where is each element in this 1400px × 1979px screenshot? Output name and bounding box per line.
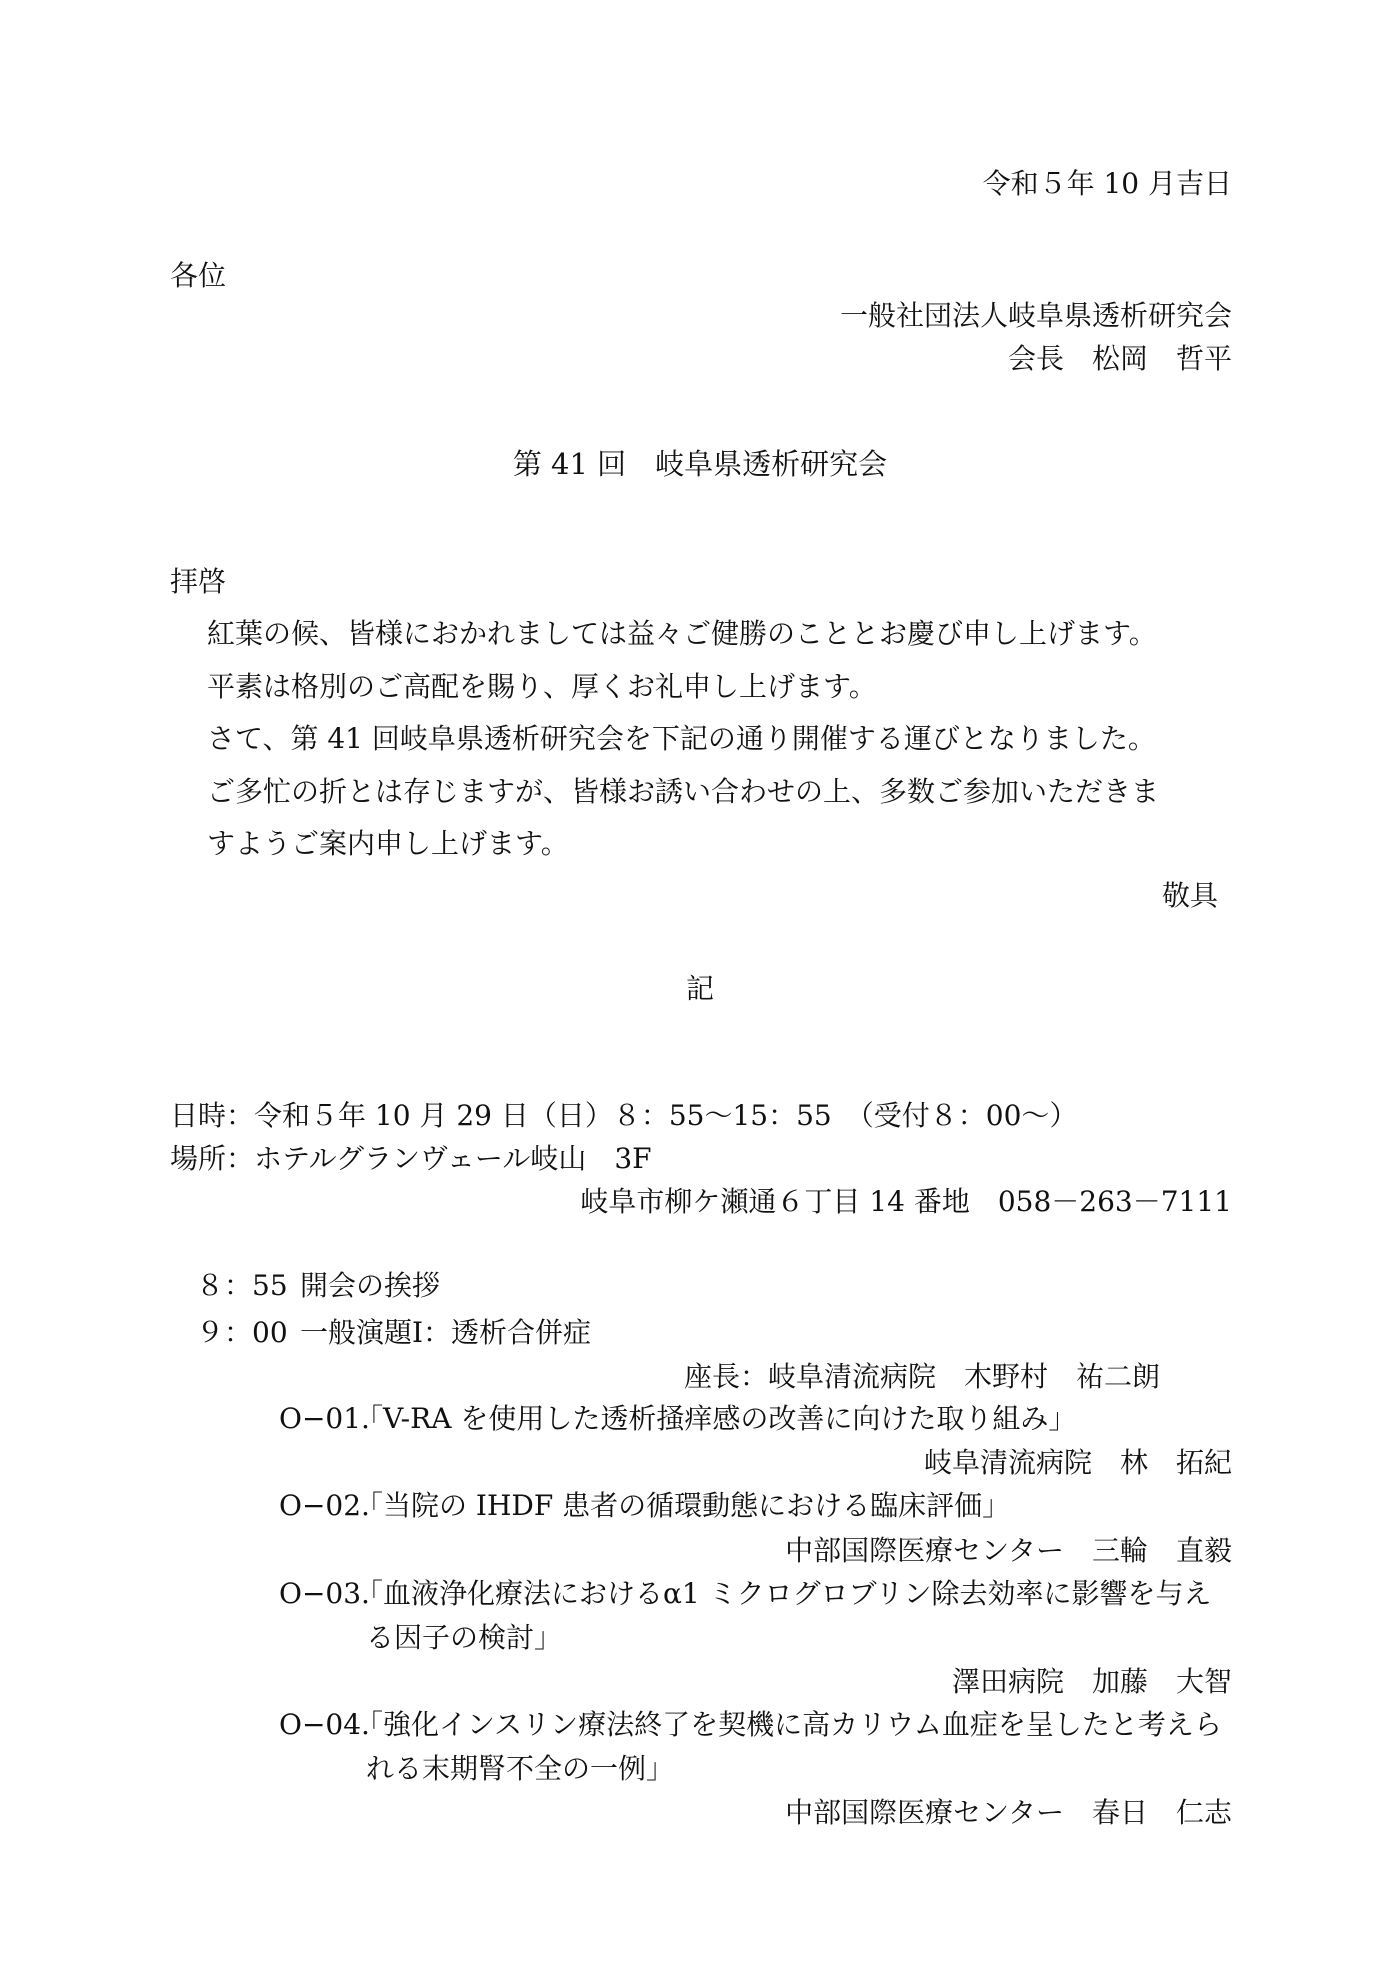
presenter: 中部国際医療センター 春日 仁志 (785, 1796, 1232, 1829)
presentation-code: O−04. (279, 1708, 370, 1741)
presentation-code: O−01. (279, 1402, 370, 1435)
presenter: 中部国際医療センター 三輪 直毅 (785, 1534, 1232, 1567)
program-item: 開会の挨拶 (300, 1269, 441, 1302)
letter-opening: 拝啓 (170, 565, 227, 598)
presenter: 澤田病院 加藤 大智 (951, 1665, 1232, 1698)
presentation-code: O−03. (279, 1577, 370, 1610)
sender-organization: 一般社団法人岐阜県透析研究会 (839, 299, 1232, 332)
presentation-title: 「強化インスリン療法終了を契機に高カリウム血症を呈したと考えら (355, 1708, 1222, 1741)
presentation-title-continued: る因子の検討」 (366, 1621, 563, 1654)
presentation-title: 「血液浄化療法におけるα1 ミクログロブリン除去効率に影響を与え (355, 1577, 1212, 1610)
session-chair: 座長：岐阜清流病院 木野村 祐二朗 (683, 1360, 1160, 1393)
program-time: ８：55 (196, 1269, 288, 1302)
issue-date: 令和５年 10 月吉日 (982, 167, 1232, 200)
program-time: ９：00 (196, 1316, 288, 1349)
session-title: 一般演題Ⅰ：透析合併症 (300, 1316, 592, 1349)
letter-body-line: ご多忙の折とは存じますが、皆様お誘い合わせの上、多数ご参加いただきま (207, 775, 1160, 808)
presentation-title: 「V-RA を使用した透析掻痒感の改善に向けた取り組み」 (355, 1402, 1077, 1435)
letter-body-line: 紅葉の候、皆様におかれましては益々ご健勝のこととお慶び申し上げます。 (207, 617, 1157, 650)
presenter: 岐阜清流病院 林 拓紀 (923, 1446, 1232, 1479)
letter-body-line: さて、第 41 回岐阜県透析研究会を下記の通り開催する運びとなりました。 (207, 722, 1156, 755)
letter-closing: 敬具 (1161, 879, 1218, 912)
event-datetime: 日時：令和５年 10 月 29 日（日）８：55～15：55 （受付８：00～） (170, 1099, 1078, 1132)
event-venue: 場所：ホテルグランヴェール岐山 3F (170, 1142, 652, 1175)
document-title: 第 41 回 岐阜県透析研究会 (512, 447, 888, 481)
letter-body-line: すようご案内申し上げます。 (207, 827, 569, 860)
addressee: 各位 (170, 259, 227, 292)
letter-body-line: 平素は格別のご高配を賜り、厚くお礼申し上げます。 (207, 670, 877, 703)
presentation-title: 「当院の IHDF 患者の循環動態における臨床評価」 (355, 1489, 1011, 1522)
ki-heading: 記 (685, 972, 714, 1005)
presentation-code: O−02. (279, 1489, 370, 1522)
presentation-title-continued: れる末期腎不全の一例」 (366, 1752, 675, 1785)
sender-name: 会長 松岡 哲平 (1007, 342, 1232, 375)
venue-address-phone: 岐阜市柳ケ瀬通６丁目 14 番地 058－263－7111 (580, 1185, 1232, 1218)
